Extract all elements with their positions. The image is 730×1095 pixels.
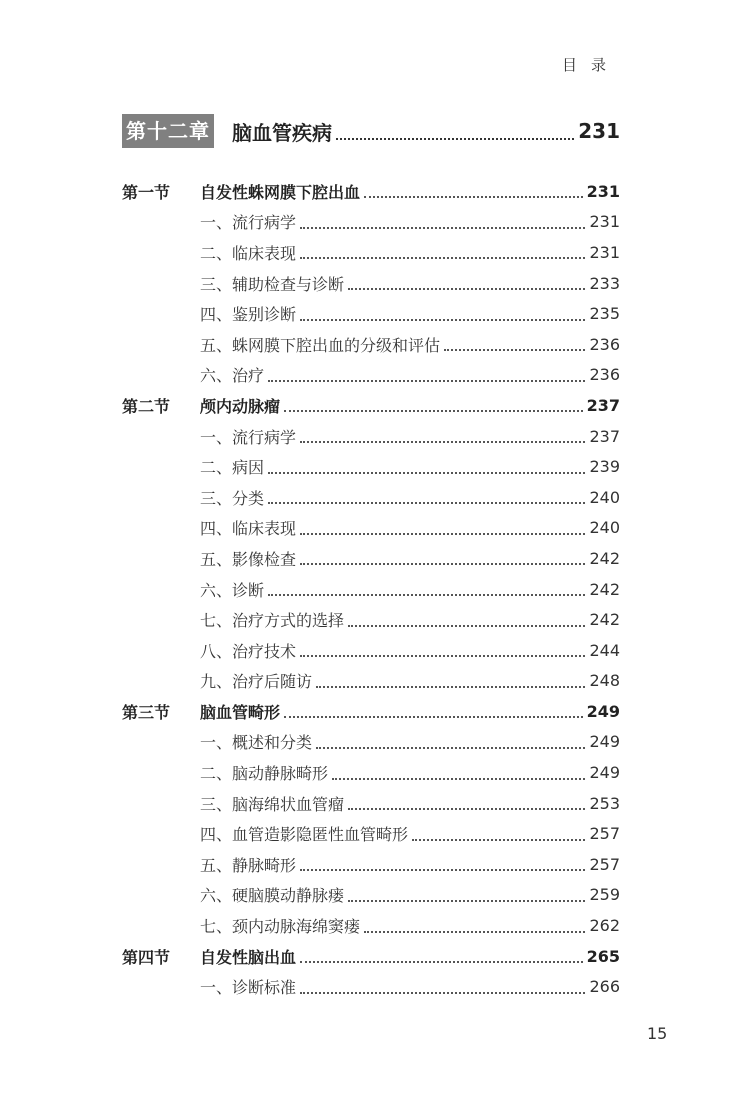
toc-entry-row[interactable] [122, 207, 620, 238]
entry-page-number: 257 [589, 824, 620, 844]
entry-title: 二、脑动静脉畸形 [200, 764, 329, 784]
section-title: 自发性脑出血 [200, 947, 297, 967]
entry-title: 五、静脉畸形 [200, 855, 297, 875]
dot-leader [268, 502, 585, 504]
entry-title: 五、蛛网膜下腔出血的分级和评估 [200, 335, 441, 355]
entry-page-number: 244 [589, 640, 620, 660]
dot-leader [348, 900, 585, 902]
dot-leader [364, 196, 583, 198]
entry-page-number: 231 [589, 212, 620, 232]
dot-leader [300, 257, 585, 259]
dot-leader [284, 716, 583, 718]
running-head: 目录 [562, 56, 621, 74]
entry-title: 七、颈内动脉海绵窦瘘 [200, 917, 361, 937]
dot-leader [300, 563, 585, 565]
dot-leader [300, 319, 585, 321]
toc-entry-row[interactable] [122, 329, 620, 360]
entry-title: 一、概述和分类 [200, 733, 313, 753]
chapter-page-number: 231 [578, 119, 620, 143]
dot-leader [300, 869, 585, 871]
toc-entry-row[interactable] [122, 543, 620, 574]
chapter-number: 第十二章 [122, 114, 214, 148]
dot-leader [364, 931, 585, 933]
section-number: 第二节 [122, 396, 171, 416]
section-title: 自发性蛛网膜下腔出血 [200, 182, 361, 202]
entry-title: 六、治疗 [200, 366, 265, 386]
toc-entry-row[interactable] [122, 880, 620, 911]
entry-title: 三、分类 [200, 488, 265, 508]
toc-entry-row[interactable] [122, 604, 620, 635]
toc-entry-row[interactable] [122, 788, 620, 819]
dot-leader [332, 778, 585, 780]
entry-page-number: 233 [589, 273, 620, 293]
dot-leader [300, 227, 585, 229]
toc-entry-row[interactable] [122, 818, 620, 849]
toc-entry-row[interactable] [122, 421, 620, 452]
toc-entry-row[interactable] [122, 666, 620, 697]
entry-page-number: 242 [589, 579, 620, 599]
toc-entry-row[interactable] [122, 635, 620, 666]
section-number: 第一节 [122, 182, 171, 202]
entry-page-number: 249 [589, 763, 620, 783]
entry-title: 二、病因 [200, 458, 265, 478]
dot-leader [316, 747, 585, 749]
dot-leader [268, 594, 585, 596]
section-number: 第四节 [122, 947, 171, 967]
entry-title: 五、影像检查 [200, 549, 297, 569]
entry-title: 一、诊断标准 [200, 978, 297, 998]
chapter-title: 脑血管疾病 [232, 120, 332, 145]
entry-page-number: 265 [586, 946, 620, 966]
toc-entry-row[interactable] [122, 910, 620, 941]
dot-leader [268, 472, 585, 474]
entry-title: 七、治疗方式的选择 [200, 611, 345, 631]
dot-leader [284, 410, 583, 412]
entry-page-number: 259 [589, 885, 620, 905]
dot-leader [300, 961, 583, 963]
entry-title: 九、治疗后随访 [200, 672, 313, 692]
entry-page-number: 237 [586, 395, 620, 415]
entry-page-number: 239 [589, 457, 620, 477]
entry-title: 一、流行病学 [200, 427, 297, 447]
entry-page-number: 257 [589, 854, 620, 874]
entry-page-number: 248 [589, 671, 620, 691]
toc-entry-row[interactable] [122, 237, 620, 268]
entry-page-number: 262 [589, 916, 620, 936]
entry-page-number: 235 [589, 304, 620, 324]
entry-title: 三、脑海绵状血管瘤 [200, 794, 345, 814]
section-title: 脑血管畸形 [200, 702, 281, 722]
dot-leader [300, 533, 585, 535]
entry-page-number: 253 [589, 793, 620, 813]
toc-entry-row[interactable] [122, 513, 620, 544]
entry-title: 三、辅助检查与诊断 [200, 274, 345, 294]
entry-page-number: 231 [586, 181, 620, 201]
toc-entry-row[interactable] [122, 482, 620, 513]
entry-page-number: 240 [589, 518, 620, 538]
entry-page-number: 237 [589, 426, 620, 446]
entry-page-number: 236 [589, 334, 620, 354]
dot-leader [300, 441, 585, 443]
toc-section-row[interactable] [122, 390, 620, 421]
dot-leader [268, 380, 585, 382]
dot-leader [336, 138, 574, 140]
entry-page-number: 249 [589, 732, 620, 752]
entry-page-number: 231 [589, 242, 620, 262]
entry-page-number: 242 [589, 548, 620, 568]
entry-page-number: 236 [589, 365, 620, 385]
dot-leader [444, 349, 585, 351]
dot-leader [300, 992, 585, 994]
section-title: 颅内动脉瘤 [200, 396, 281, 416]
toc-section-row[interactable] [122, 941, 620, 972]
dot-leader [316, 686, 585, 688]
section-number: 第三节 [122, 702, 171, 722]
entry-title: 二、临床表现 [200, 243, 297, 263]
toc-entry-row[interactable] [122, 574, 620, 605]
entry-page-number: 266 [589, 977, 620, 997]
toc-section-row[interactable] [122, 696, 620, 727]
entry-page-number: 249 [586, 701, 620, 721]
entry-title: 八、治疗技术 [200, 641, 297, 661]
chapter-heading[interactable] [122, 114, 620, 148]
toc-entry-row[interactable] [122, 971, 620, 1002]
page-number: 15 [647, 1024, 668, 1043]
entry-title: 四、鉴别诊断 [200, 305, 297, 325]
toc-entry-row[interactable] [122, 727, 620, 758]
toc-entry-row[interactable] [122, 360, 620, 391]
table-of-contents [122, 176, 620, 1002]
dot-leader [348, 808, 585, 810]
toc-section-row[interactable] [122, 176, 620, 207]
entry-title: 四、临床表现 [200, 519, 297, 539]
entry-title: 六、诊断 [200, 580, 265, 600]
dot-leader [300, 655, 585, 657]
dot-leader [348, 625, 585, 627]
toc-entry-row[interactable] [122, 268, 620, 299]
dot-leader [412, 839, 585, 841]
entry-page-number: 240 [589, 487, 620, 507]
toc-entry-row[interactable] [122, 298, 620, 329]
entry-title: 六、硬脑膜动静脉瘘 [200, 886, 345, 906]
toc-entry-row[interactable] [122, 757, 620, 788]
toc-entry-row[interactable] [122, 849, 620, 880]
entry-page-number: 242 [589, 610, 620, 630]
entry-title: 一、流行病学 [200, 213, 297, 233]
entry-title: 四、血管造影隐匿性血管畸形 [200, 825, 409, 845]
toc-entry-row[interactable] [122, 451, 620, 482]
dot-leader [348, 288, 585, 290]
